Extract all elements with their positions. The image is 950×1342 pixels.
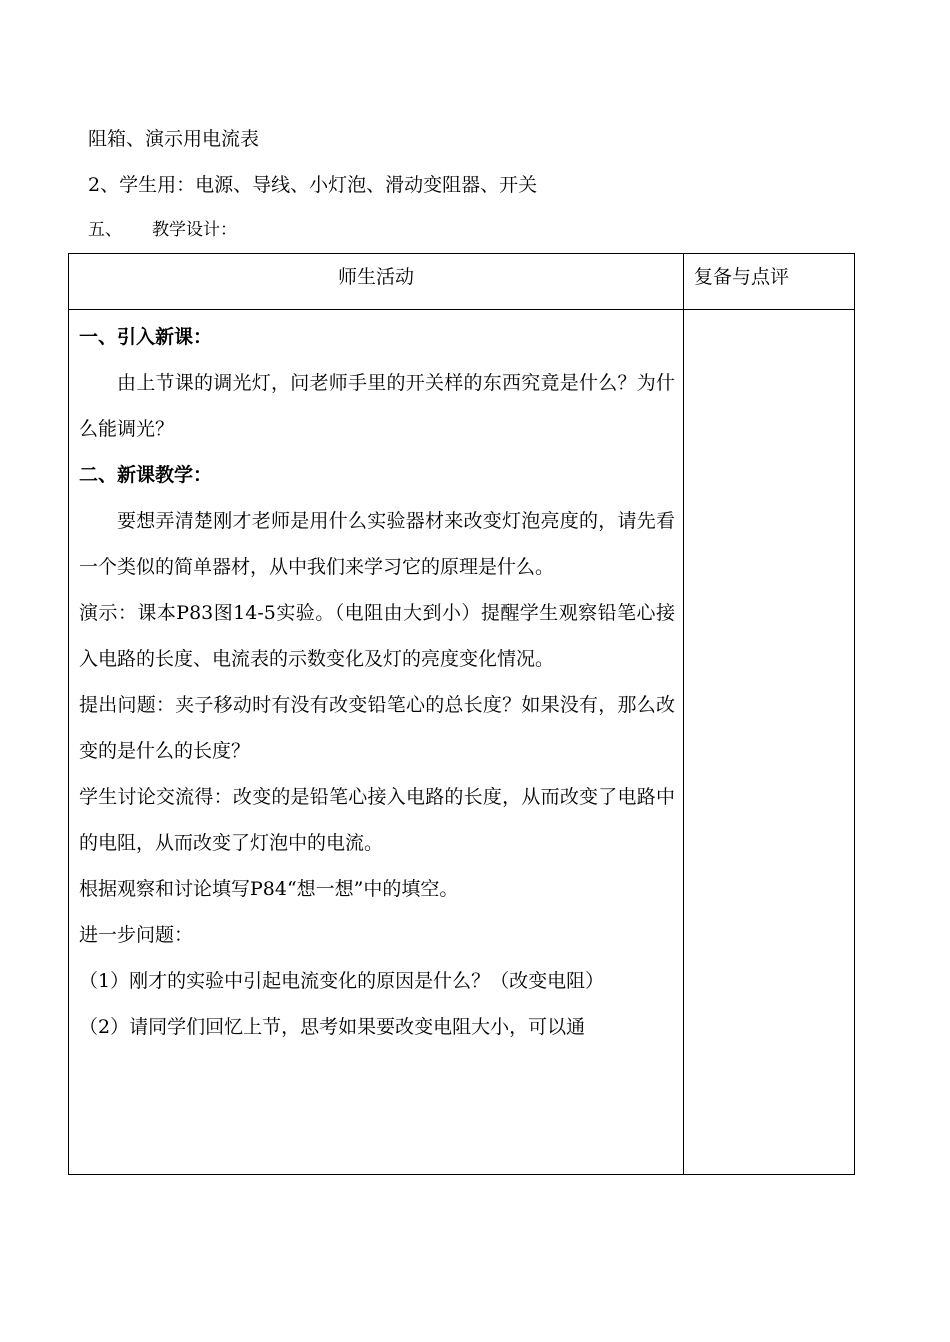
intro-line-2: 2、学生用：电源、导线、小灯泡、滑动变阻器、开关 bbox=[88, 174, 538, 196]
activity-cell bbox=[69, 310, 684, 1175]
header-teacher-student-activity: 师生活动 bbox=[69, 254, 684, 310]
paragraph: 由上节课的调光灯，问老师手里的开关样的东西究竟是什么？为什么能调光？ bbox=[79, 372, 675, 440]
table-header-row bbox=[69, 254, 855, 310]
section-title: 教学设计： bbox=[152, 220, 237, 240]
paragraph: （2）请同学们回忆上节，思考如果要改变电阻大小，可以通 bbox=[79, 1016, 586, 1038]
heading-intro-new-lesson: 一、引入新课： bbox=[79, 326, 213, 348]
heading-new-lesson-teaching: 二、新课教学： bbox=[79, 464, 213, 486]
intro-line-1: 阻箱、演示用电流表 bbox=[88, 128, 260, 150]
paragraph: 进一步问题： bbox=[79, 924, 194, 946]
paragraph: （1）刚才的实验中引起电流变化的原因是什么？（改变电阻） bbox=[79, 970, 605, 992]
section-number: 五、 bbox=[88, 220, 122, 240]
paragraph: 根据观察和讨论填写P84“想一想”中的填空。 bbox=[79, 878, 459, 900]
lesson-table bbox=[68, 253, 855, 1175]
paragraph: 要想弄清楚刚才老师是用什么实验器材来改变灯泡亮度的，请先看一个类似的简单器材，从中我们来学习它的原理是什么。 bbox=[79, 510, 675, 578]
section-heading bbox=[88, 215, 237, 240]
paragraph: 提出问题：夹子移动时有没有改变铅笔心的总长度？如果没有，那么改变的是什么的长度？ bbox=[79, 694, 675, 762]
paragraph: 演示：课本P83图14-5实验。（电阻由大到小）提醒学生观察铅笔心接入电路的长度、电流表的示数变化及灯的亮度变化情况。 bbox=[79, 602, 675, 670]
header-review-comment: 复备与点评 bbox=[684, 254, 855, 310]
review-cell bbox=[684, 310, 855, 1175]
table-body-row bbox=[69, 310, 855, 1175]
paragraph: 学生讨论交流得：改变的是铅笔心接入电路的长度，从而改变了电路中的电阻，从而改变了灯泡中的电流。 bbox=[79, 786, 675, 854]
activity-content bbox=[69, 310, 683, 1174]
